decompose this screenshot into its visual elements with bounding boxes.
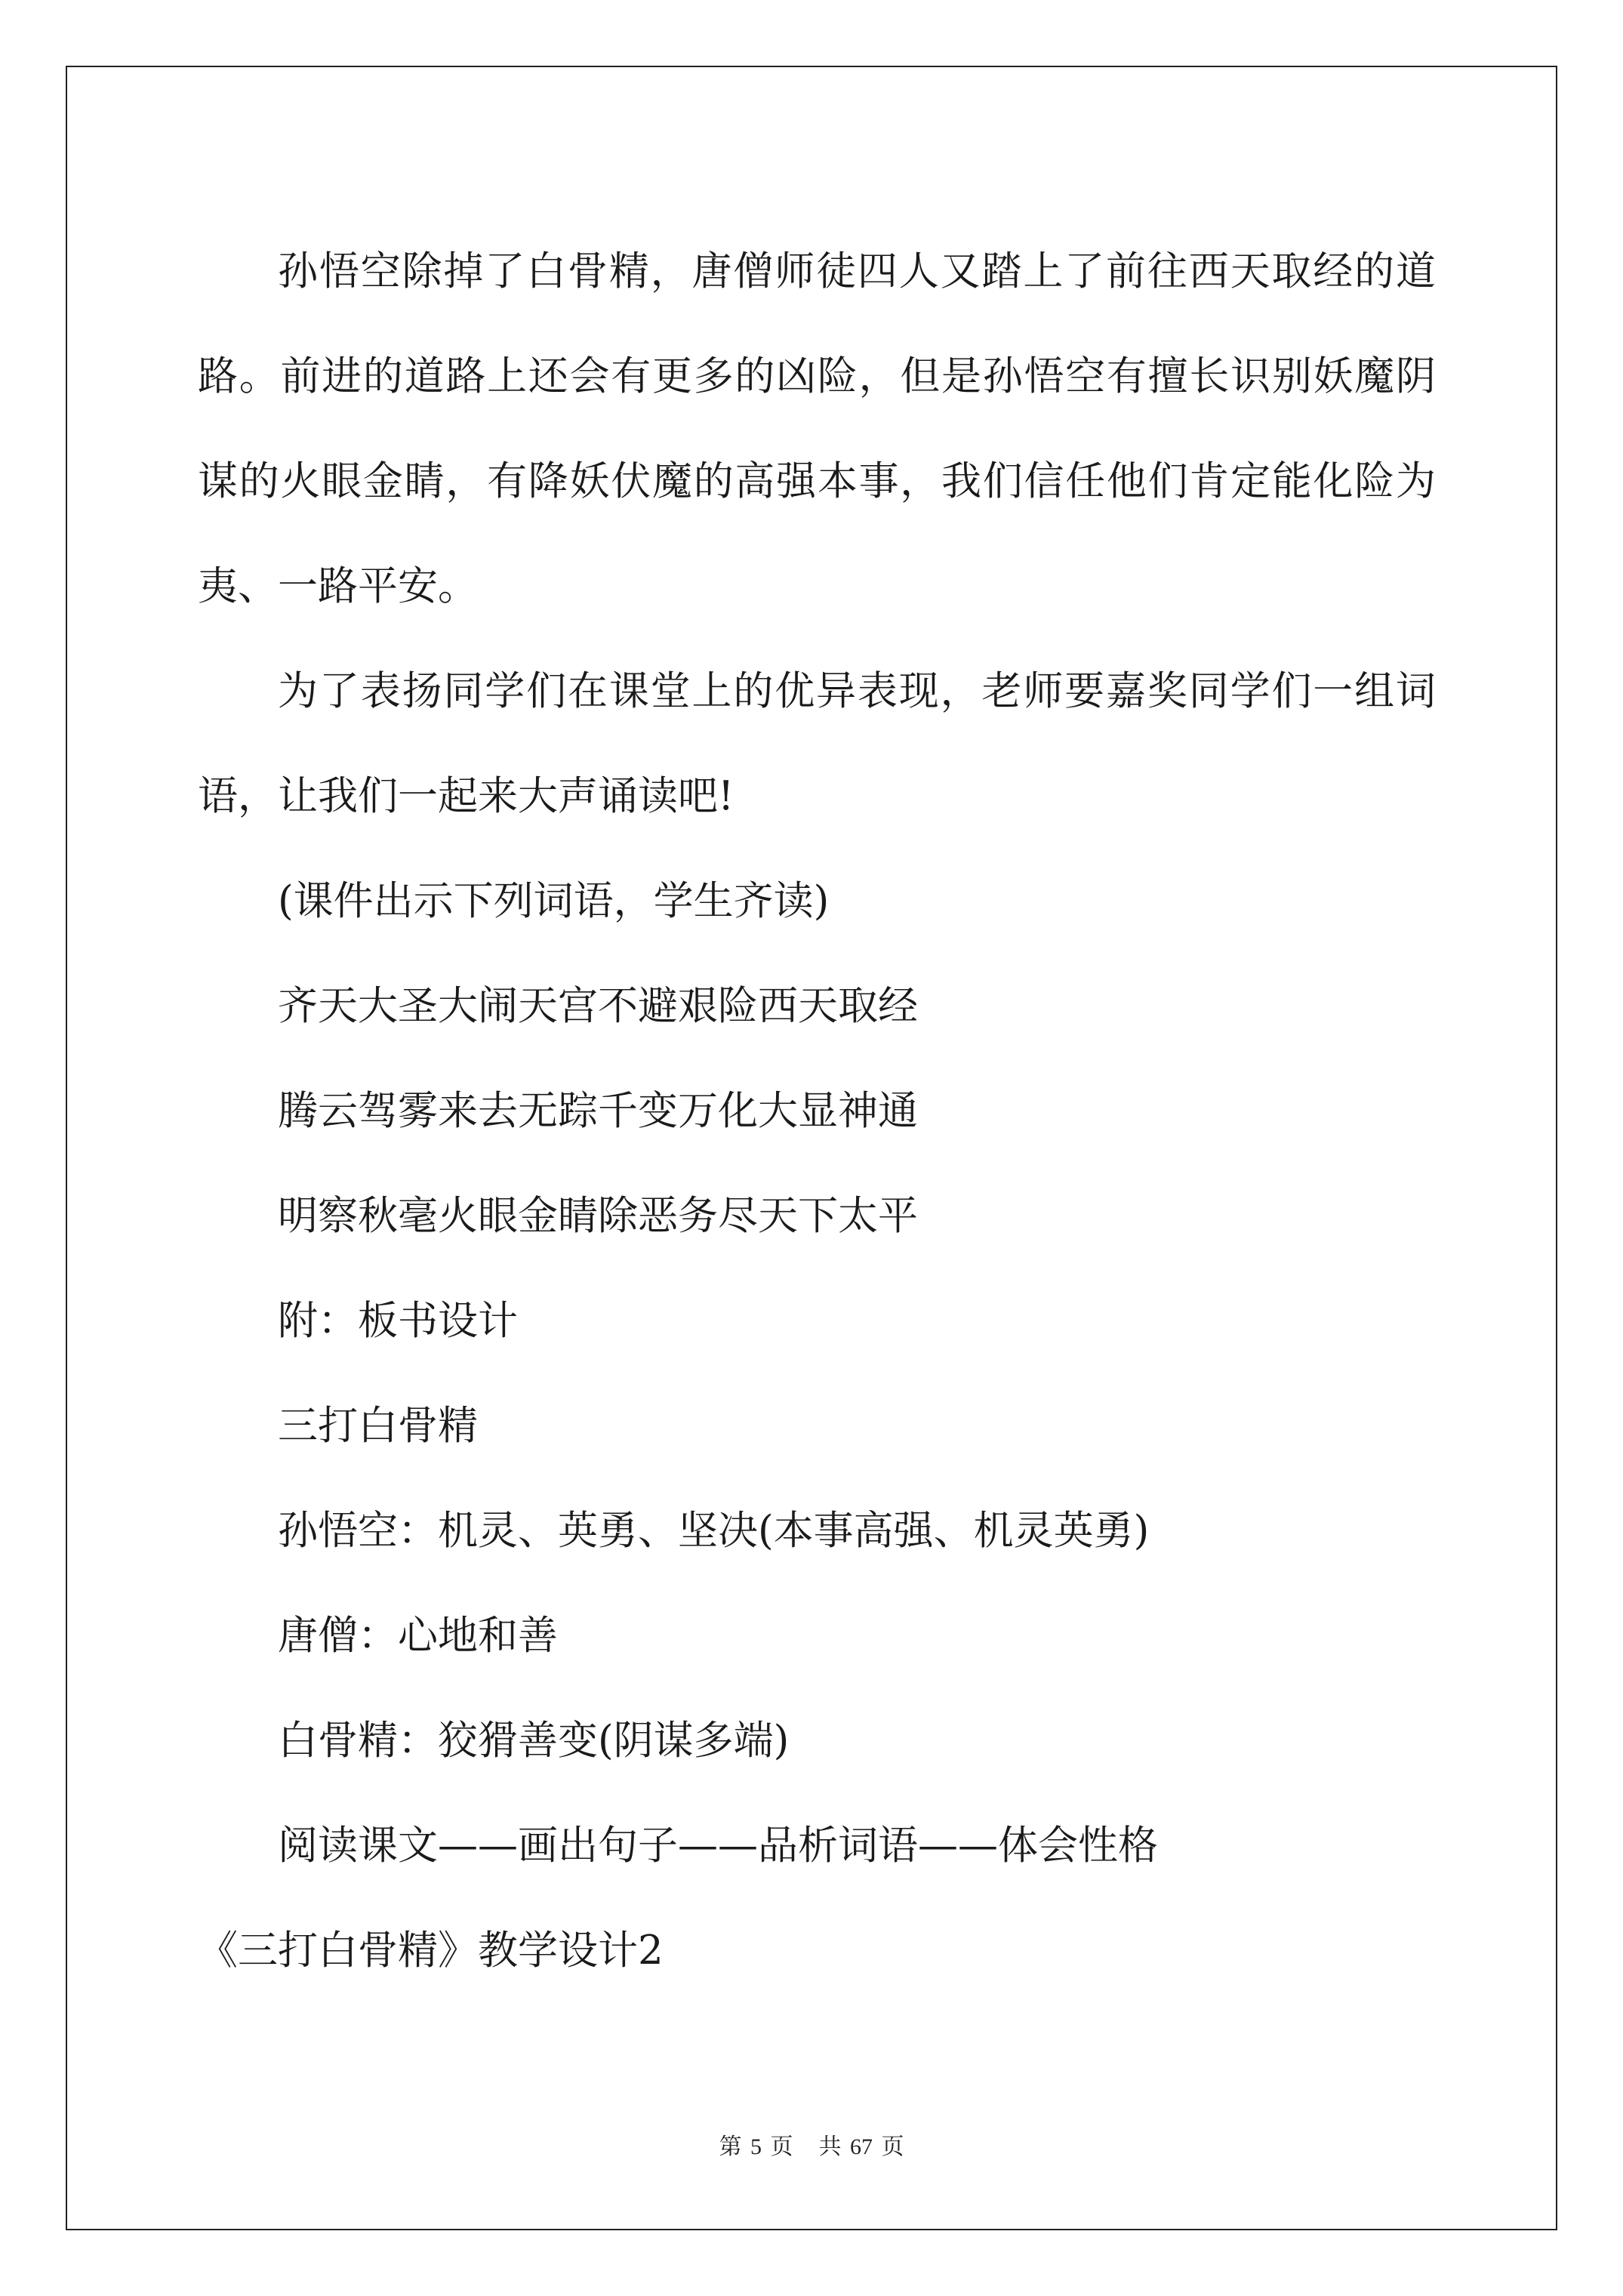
blackboard-sun-wukong: 孙悟空：机灵、英勇、坚决(本事高强、机灵英勇) bbox=[278, 1508, 1150, 1554]
word-group-1: 齐天大圣大闹天宫不避艰险西天取经 bbox=[278, 983, 918, 1029]
page-number: 第 5 页 bbox=[719, 2134, 793, 2159]
blackboard-baigujing: 白骨精：狡猾善变(阴谋多端) bbox=[278, 1718, 790, 1764]
blackboard-design-label: 附：板书设计 bbox=[278, 1298, 518, 1344]
word-group-3: 明察秋毫火眼金睛除恶务尽天下太平 bbox=[278, 1193, 918, 1239]
page-footer bbox=[0, 2128, 1623, 2161]
document-body bbox=[198, 219, 1436, 2003]
blackboard-title: 三打白骨精 bbox=[278, 1403, 478, 1449]
reading-steps: 阅读课文——画出句子——品析词语——体会性格 bbox=[278, 1823, 1158, 1869]
blackboard-tang-seng: 唐僧：心地和善 bbox=[278, 1613, 558, 1659]
paragraph-ending: 孙悟空除掉了白骨精，唐僧师徒四人又踏上了前往西天取经的道路。前进的道路上还会有更多的凶险，但是孙悟空有擅长识别妖魔阴谋的火眼金睛，有降妖伏魔的高强本事，我们信任他们肯定能化险为夷、一路平安。 bbox=[198, 248, 1436, 609]
page-total: 共 67 页 bbox=[818, 2134, 904, 2159]
section-heading: 《三打白骨精》教学设计2 bbox=[198, 1928, 664, 1974]
word-group-2: 腾云驾雾来去无踪千变万化大显神通 bbox=[278, 1088, 918, 1134]
paragraph-praise: 为了表扬同学们在课堂上的优异表现，老师要嘉奖同学们一组词语，让我们一起来大声诵读吧! bbox=[198, 668, 1436, 819]
courseware-note: (课件出示下列词语，学生齐读) bbox=[278, 878, 830, 924]
